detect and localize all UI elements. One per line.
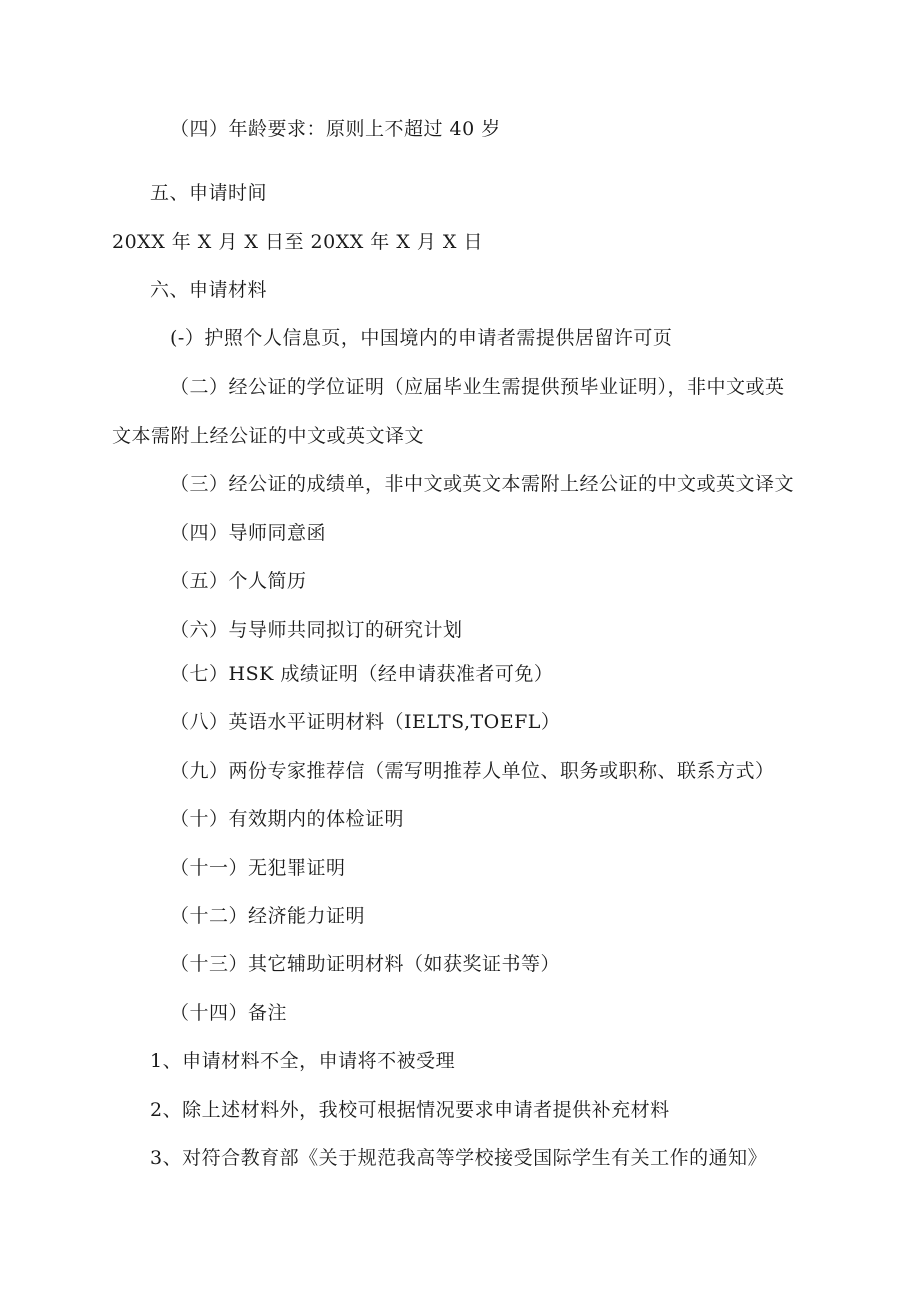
material-item-passport: (-）护照个人信息页，中国境内的申请者需提供居留许可页: [170, 327, 673, 349]
section-heading-application-materials: 六、申请材料: [150, 279, 268, 301]
material-item-transcript: （三）经公证的成绩单，非中文或英文本需附上经公证的中文或英文译文: [170, 473, 795, 495]
material-item-english-proficiency: （八）英语水平证明材料（IELTS,TOEFL）: [170, 711, 561, 733]
material-item-other-supporting: （十三）其它辅助证明材料（如获奖证书等）: [170, 953, 561, 975]
material-item-no-criminal-record: （十一）无犯罪证明: [170, 857, 346, 879]
material-item-recommendation-letters: （九）两份专家推荐信（需写明推荐人单位、职务或职称、联系方式）: [170, 760, 775, 782]
note-item-supplementary-materials: 2、除上述材料外，我校可根据情况要求申请者提供补充材料: [150, 1099, 670, 1121]
material-item-degree-certificate-continued: 文本需附上经公证的中文或英文译文: [112, 425, 425, 447]
material-item-supervisor-letter: （四）导师同意函: [170, 522, 327, 544]
material-item-resume: （五）个人简历: [170, 570, 307, 592]
material-item-financial-capacity: （十二）经济能力证明: [170, 905, 366, 927]
age-requirement-item: （四）年龄要求：原则上不超过 40 岁: [170, 118, 501, 140]
note-item-ministry-notice: 3、对符合教育部《关于规范我高等学校接受国际学生有关工作的通知》: [150, 1147, 768, 1169]
note-item-incomplete-materials: 1、申请材料不全，申请将不被受理: [150, 1050, 456, 1072]
section-heading-application-time: 五、申请时间: [150, 182, 268, 204]
material-item-remarks: （十四）备注: [170, 1002, 288, 1024]
application-period: 20XX 年 X 月 X 日至 20XX 年 X 月 X 日: [112, 231, 483, 253]
material-item-medical-certificate: （十）有效期内的体检证明: [170, 808, 405, 830]
material-item-research-plan: （六）与导师共同拟订的研究计划: [170, 619, 463, 641]
material-item-degree-certificate: （二）经公证的学位证明（应届毕业生需提供预毕业证明），非中文或英: [170, 376, 785, 398]
material-item-hsk-certificate: （七）HSK 成绩证明（经申请获准者可免）: [170, 663, 554, 685]
